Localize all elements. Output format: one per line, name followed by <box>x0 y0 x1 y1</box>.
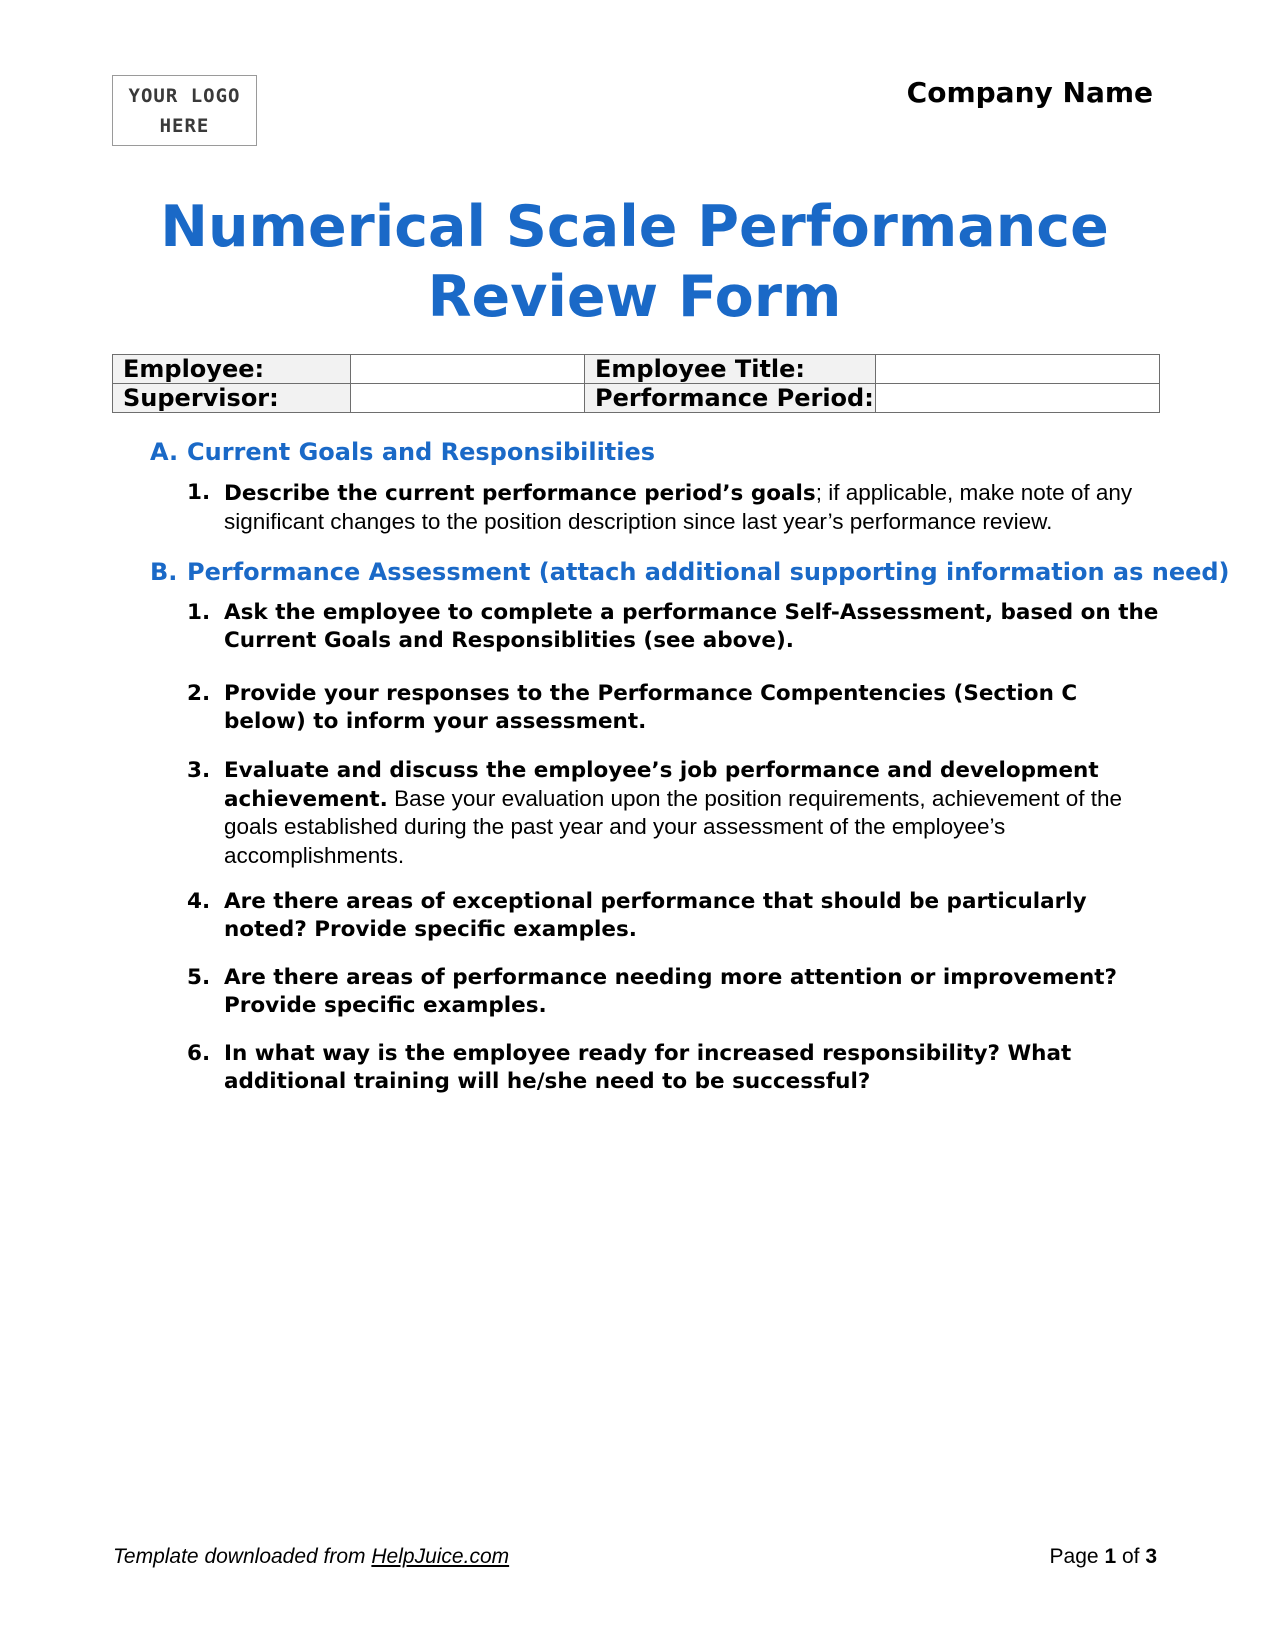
list-number: 4. <box>187 889 211 914</box>
section-b-item-3 <box>187 757 1162 870</box>
list-item-text <box>224 757 1162 870</box>
list-item-bold-text: Evaluate and discuss the employee’s job performance and development achievement. <box>224 758 1099 812</box>
helpjuice-link[interactable]: HelpJuice.com <box>371 1545 510 1568</box>
logo-text-line2: HERE <box>159 114 210 137</box>
logo-placeholder <box>112 75 257 146</box>
list-item-bold-text: Describe the current performance period’s goals <box>224 481 816 506</box>
employee-label: Employee: <box>113 355 351 384</box>
info-row-employee <box>113 355 1160 384</box>
document-title <box>112 192 1157 332</box>
list-item-text <box>224 599 1162 654</box>
document-title-line1: Numerical Scale Performance <box>160 194 1109 260</box>
total-page-number: 3 <box>1145 1545 1157 1568</box>
list-number: 1. <box>187 600 211 625</box>
list-item-bold-text: In what way is the employee ready for increased responsibility? What additional training will he/she need to be successful? <box>224 1041 1072 1094</box>
list-item-normal-text: ; if applicable, make note of any significant changes to the position description since last year’s performance review. <box>224 480 1133 534</box>
section-b-letter: B. <box>150 558 178 586</box>
list-number: 2. <box>187 681 211 706</box>
list-item-text <box>224 680 1162 735</box>
employee-title-label: Employee Title: <box>585 355 876 384</box>
supervisor-field[interactable] <box>351 384 585 413</box>
section-a-item-1 <box>187 479 1162 536</box>
list-item-normal-text: Base your evaluation upon the position requirements, achievement of the goals established during the past year and your assessment of the employee’s accomplishments. <box>224 785 1123 868</box>
list-item-text <box>224 479 1162 536</box>
list-item-text <box>224 964 1162 1019</box>
list-item-bold-text: Are there areas of performance needing more attention or improvement? Provide specific examples. <box>224 965 1118 1018</box>
footer-attribution <box>113 1545 509 1569</box>
section-b-heading <box>150 557 1230 587</box>
list-number: 6. <box>187 1041 211 1066</box>
list-item-bold-text: Ask the employee to complete a performance Self-Assessment, based on the Current Goals and Responsiblities (see above). <box>224 600 1159 653</box>
section-b-item-1 <box>187 599 1162 654</box>
section-b-title: Performance Assessment (attach additional supporting information as need) <box>187 558 1230 586</box>
section-b-item-2 <box>187 680 1162 735</box>
list-item-bold-text: Provide your responses to the Performance Compentencies (Section C below) to inform your assessment. <box>224 681 1078 734</box>
section-b-item-5 <box>187 964 1162 1019</box>
list-number: 3. <box>187 758 211 783</box>
employee-field[interactable] <box>351 355 585 384</box>
page-of-word: of <box>1116 1545 1146 1568</box>
list-item-text <box>224 1040 1162 1095</box>
logo-text-line1: YOUR LOGO <box>128 84 241 107</box>
company-name: Company Name <box>906 76 1153 109</box>
performance-period-field[interactable] <box>876 384 1160 413</box>
supervisor-label: Supervisor: <box>113 384 351 413</box>
list-number: 5. <box>187 965 211 990</box>
section-a-letter: A. <box>150 438 179 466</box>
section-a-heading <box>150 437 1160 467</box>
employee-title-field[interactable] <box>876 355 1160 384</box>
performance-period-label: Performance Period: <box>585 384 876 413</box>
section-b-item-4 <box>187 888 1162 943</box>
current-page-number: 1 <box>1104 1545 1117 1568</box>
document-title-line2: Review Form <box>427 264 842 330</box>
section-a-title: Current Goals and Responsibilities <box>187 438 656 466</box>
employee-info-table <box>112 354 1160 413</box>
list-number: 1. <box>187 480 211 505</box>
list-item-text <box>224 888 1162 943</box>
list-item-bold-text: Are there areas of exceptional performance that should be particularly noted? Provide specific examples. <box>224 889 1087 942</box>
footer-attribution-text: Template downloaded from <box>113 1545 372 1568</box>
page-number <box>1050 1545 1157 1569</box>
info-row-supervisor <box>113 384 1160 413</box>
section-b-item-6 <box>187 1040 1162 1095</box>
page-word: Page <box>1049 1545 1105 1568</box>
